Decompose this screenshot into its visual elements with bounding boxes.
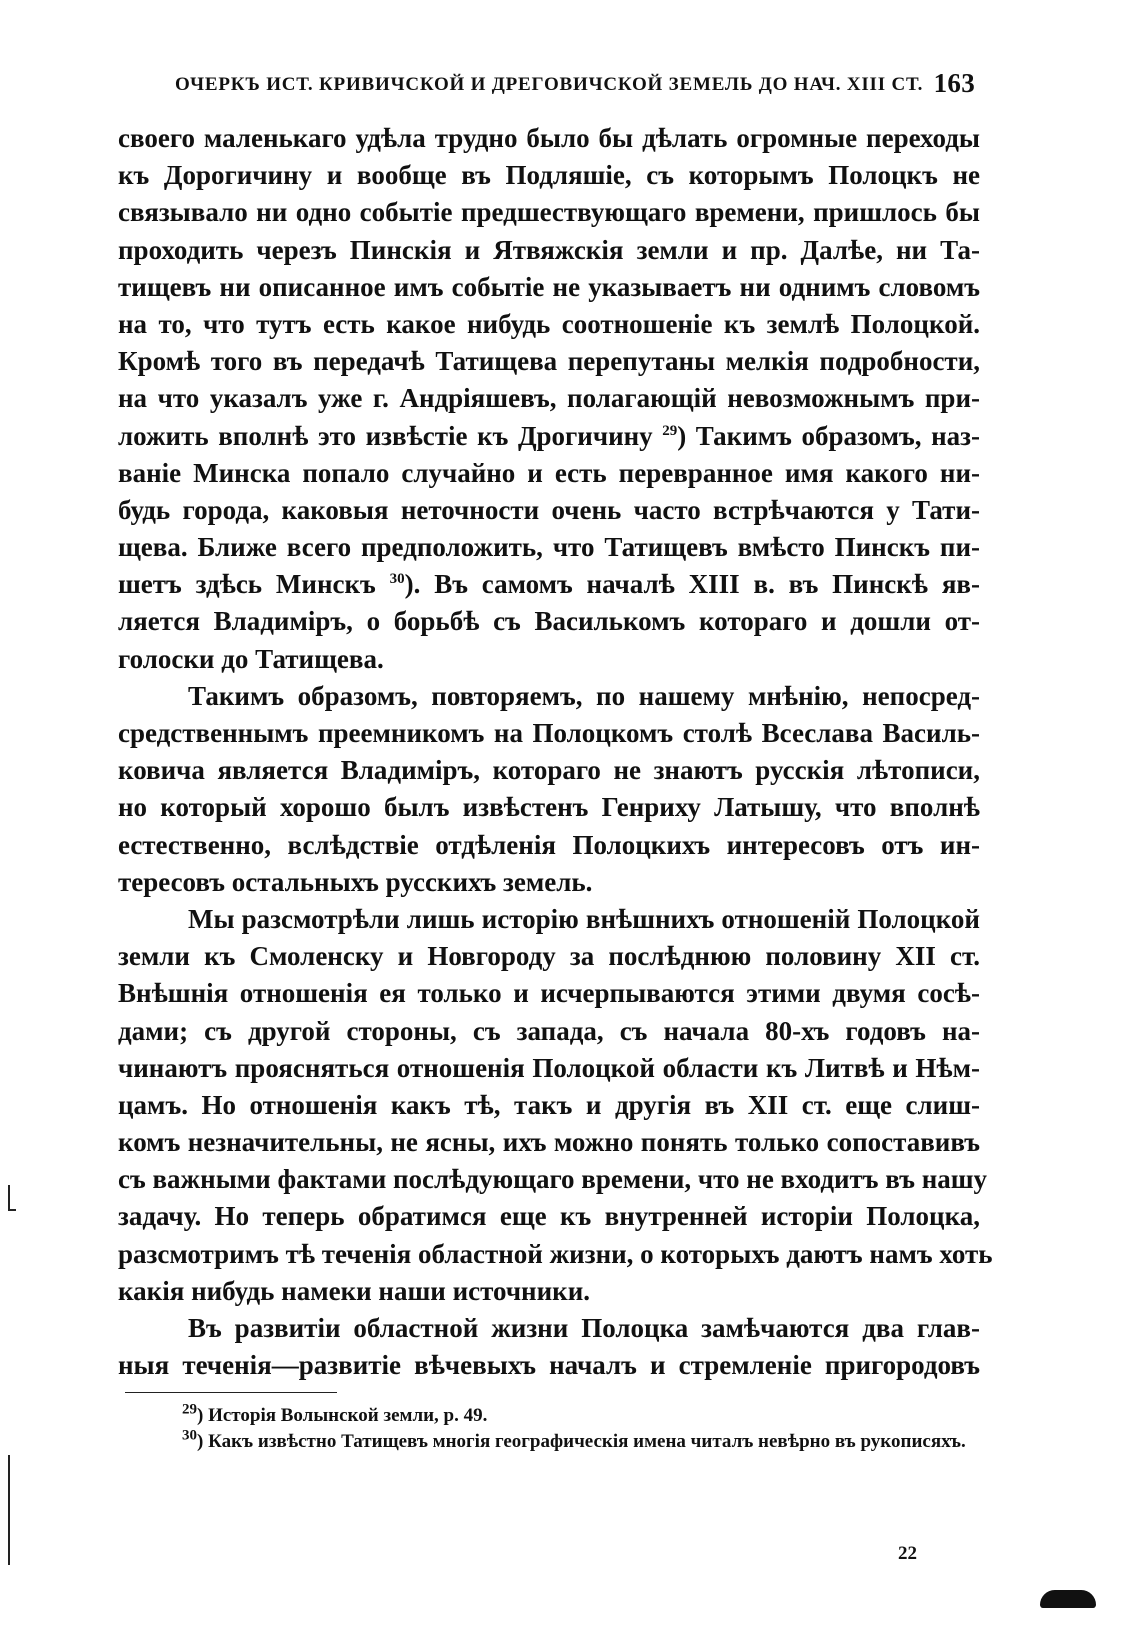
text-line: задачу. Но теперь обратимся еще къ внутренней исторіи Полоцка, xyxy=(118,1201,980,1232)
scan-edge-mark xyxy=(8,1209,16,1211)
text-line: ныя теченія—развитіе вѣчевыхъ началъ и стремленіе пригородовъ xyxy=(118,1350,980,1381)
text-line: связывало ни одно событіе предшествующаго времени, пришлось бы xyxy=(118,197,980,228)
text-line: къ Дорогичину и вообще въ Подляшіе, съ которымъ Полоцкъ не xyxy=(118,160,980,191)
scan-edge-mark xyxy=(8,1185,10,1211)
text-line: ваніе Минска попало случайно и есть перевранное имя какого ни- xyxy=(118,457,980,488)
text-line: щева. Ближе всего предположить, что Татищевъ вмѣсто Пинскъ пи- xyxy=(118,532,980,563)
text-line: какія нибудь намеки наши источники. xyxy=(118,1275,591,1306)
footnote-marker: 30 xyxy=(182,1427,197,1444)
scan-ink-blot xyxy=(1040,1590,1096,1608)
footnotes xyxy=(182,1403,982,1455)
text-line-with-ref xyxy=(118,418,980,455)
text-line: цамъ. Но отношенія какъ тѣ, такъ и другія въ XII ст. еще слиш- xyxy=(118,1089,980,1120)
text-line: но который хорошо былъ извѣстенъ Генриху Латышу, что вполнѣ xyxy=(118,792,980,823)
footnote-29 xyxy=(182,1403,982,1429)
page-number: 163 xyxy=(933,68,975,98)
footnote-ref-30: 30 xyxy=(389,571,405,588)
text-segment: шетъ здѣсь Минскъ xyxy=(118,569,376,600)
text-line: голоски до Татищева. xyxy=(118,643,384,674)
body-text xyxy=(118,120,993,1384)
text-line: будь города, каковыя неточности очень часто встрѣчаются у Тати- xyxy=(118,494,980,525)
footnote-30 xyxy=(182,1429,982,1455)
text-line: ковича является Владиміръ, котораго не знаютъ русскія лѣтописи, xyxy=(118,755,980,786)
footnote-rule xyxy=(125,1392,337,1393)
signature-mark: 22 xyxy=(898,1543,917,1564)
text-line: Мы разсмотрѣли лишь исторію внѣшнихъ отношеній Полоцкой xyxy=(188,903,980,934)
footnote-text: ) Какъ извѣстно Татищевъ многія географическія имена читалъ невѣрно въ рукописяхъ. xyxy=(197,1431,966,1452)
text-line: дами; съ другой стороны, съ запада, съ начала 80-хъ годовъ на- xyxy=(118,1015,980,1046)
text-line: на то, что тутъ есть какое нибудь соотношеніе къ землѣ Полоцкой. xyxy=(118,308,980,339)
text-line: комъ незначительны, не ясны, ихъ можно понять только сопоставивъ xyxy=(118,1127,980,1158)
text-line: съ важными фактами послѣдующаго времени, что не входитъ въ нашу xyxy=(118,1164,988,1195)
text-line: Такимъ образомъ, повторяемъ, по нашему мнѣнію, непосред- xyxy=(188,680,980,711)
running-head-title: ОЧЕРКЪ ИСТ. КРИВИЧСКОЙ И ДРЕГОВИЧСКОЙ ЗЕМЕЛЬ ДО НАЧ. XIII СТ. xyxy=(175,74,924,95)
text-line: земли къ Смоленску и Новгороду за послѣднюю половину XII ст. xyxy=(118,941,980,972)
text-line: тищевъ ни описанное имъ событіе не указываетъ ни однимъ словомъ xyxy=(118,271,980,302)
text-segment: ложить вполнѣ это извѣстіе къ Дрогичину xyxy=(118,420,653,451)
text-segment: ) Такимъ образомъ, наз- xyxy=(677,420,980,451)
text-segment: ). Въ самомъ началѣ XIII в. въ Пинскѣ яв- xyxy=(404,569,980,600)
footnote-marker: 29 xyxy=(182,1401,197,1418)
text-line-with-ref xyxy=(118,566,980,603)
text-line: Въ развитіи областной жизни Полоцка замѣчаются два глав- xyxy=(188,1313,980,1343)
scan-edge-line xyxy=(8,1455,10,1565)
text-line: на что указалъ уже г. Андріяшевъ, полагающій невозможнымъ при- xyxy=(118,383,980,414)
text-line: Кромѣ того въ передачѣ Татищева перепутаны мелкія подробности, xyxy=(118,346,980,377)
text-line: ляется Владиміръ, о борьбѣ съ Василькомъ котораго и дошли от- xyxy=(118,606,980,637)
text-line: своего маленькаго удѣла трудно было бы дѣлать огромные переходы xyxy=(118,123,980,153)
text-line: средственнымъ преемникомъ на Полоцкомъ столѣ Всеслава Василь- xyxy=(118,718,980,748)
footnote-ref-29: 29 xyxy=(662,422,678,439)
running-head xyxy=(175,68,975,108)
text-line: чинаютъ проясняться отношенія Полоцкой области къ Литвѣ и Нѣм- xyxy=(118,1052,980,1083)
text-line: естественно, вслѣдствіе отдѣленія Полоцкихъ интересовъ отъ ин- xyxy=(118,829,980,860)
text-line: тересовъ остальныхъ русскихъ земель. xyxy=(118,866,593,897)
text-line: разсмотримъ тѣ теченія областной жизни, о которыхъ даютъ намъ хоть xyxy=(118,1238,993,1269)
text-line: проходить черезъ Пинскія и Ятвяжскія земли и пр. Далѣе, ни Та- xyxy=(118,234,980,265)
footnote-text: ) Исторія Волынской земли, р. 49. xyxy=(197,1405,488,1426)
text-line: Внѣшнія отношенія ея только и исчерпываются этими двумя сосѣ- xyxy=(118,978,980,1009)
